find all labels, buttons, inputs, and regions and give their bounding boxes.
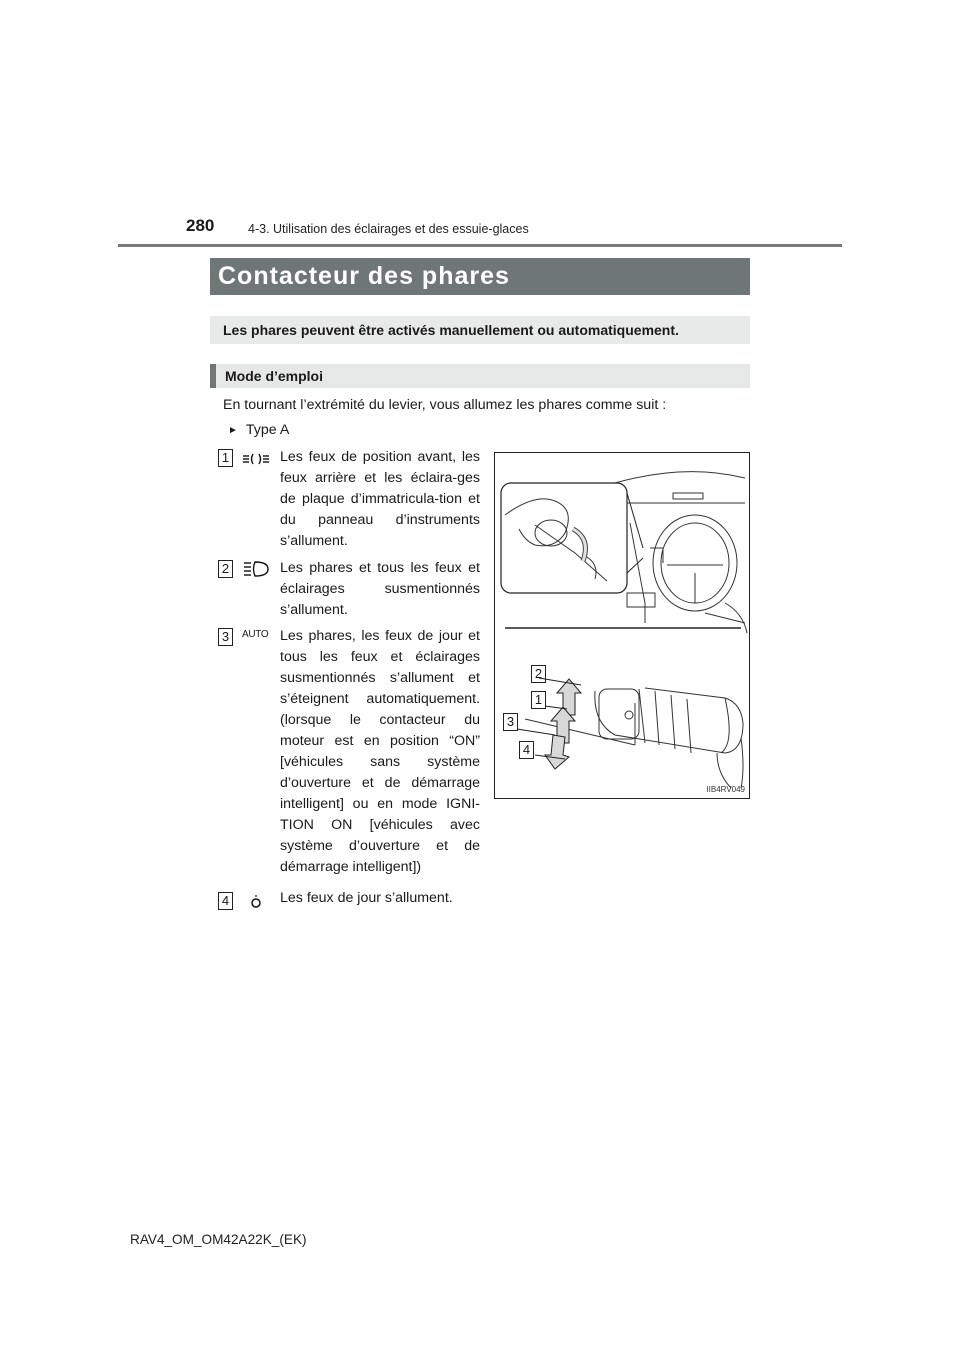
section-title: 4-3. Utilisation des éclairages et des essuie-glaces xyxy=(248,222,529,236)
figure-code: IIB4RV049 xyxy=(706,785,745,794)
daytime-running-light-icon xyxy=(246,893,274,911)
item-number-3: 3 xyxy=(218,628,233,646)
item-text-4: Les feux de jour s’allument. xyxy=(280,890,453,906)
item-number-2: 2 xyxy=(218,560,233,578)
position-lights-icon xyxy=(242,450,270,468)
subheading: Mode d’emploi xyxy=(210,364,750,388)
item-number-4: 4 xyxy=(218,892,233,910)
figure-callout-4: 4 xyxy=(519,741,534,759)
item-text-3: Les phares, les feux de jour et tous les feux et éclairages susmentionnés s’allument et s’éteignent automatiquement. (lorsque le contacteur du moteur est en position “ON” [véhicules sans système d’ouverture et de démarrage intelligent] ou en mode IGNI-TION ON [véhicules avec système d’ouverture et de démarrage intelligent]) xyxy=(280,628,480,875)
headlight-switch-illustration xyxy=(494,452,750,799)
item-text-1: Les feux de position avant, les feux arrière et les éclaira-ges de plaque d’immatricula-tion et du panneau d’instruments s’allument. xyxy=(280,449,480,549)
page-title: Contacteur des phares xyxy=(210,258,750,295)
intro-summary: Les phares peuvent être activés manuellement ou automatiquement. xyxy=(210,316,750,344)
triangle-bullet-icon: ► xyxy=(228,425,238,436)
auto-icon: AUTO xyxy=(242,629,269,640)
header-divider xyxy=(118,244,842,247)
figure-callout-1: 1 xyxy=(531,691,546,709)
item-text-2: Les phares et tous les feux et éclairages susmentionnés s’allument. xyxy=(280,560,480,618)
lead-text: En tournant l’extrémité du levier, vous allumez les phares comme suit : xyxy=(223,397,667,413)
figure-callout-2: 2 xyxy=(531,665,546,683)
type-label-text: Type A xyxy=(245,422,290,438)
headlight-icon xyxy=(242,560,270,578)
page-number: 280 xyxy=(186,216,215,235)
document-code: RAV4_OM_OM42A22K_(EK) xyxy=(130,1232,307,1247)
type-label xyxy=(228,422,289,438)
item-number-1: 1 xyxy=(218,449,233,467)
figure-callout-3: 3 xyxy=(503,713,518,731)
